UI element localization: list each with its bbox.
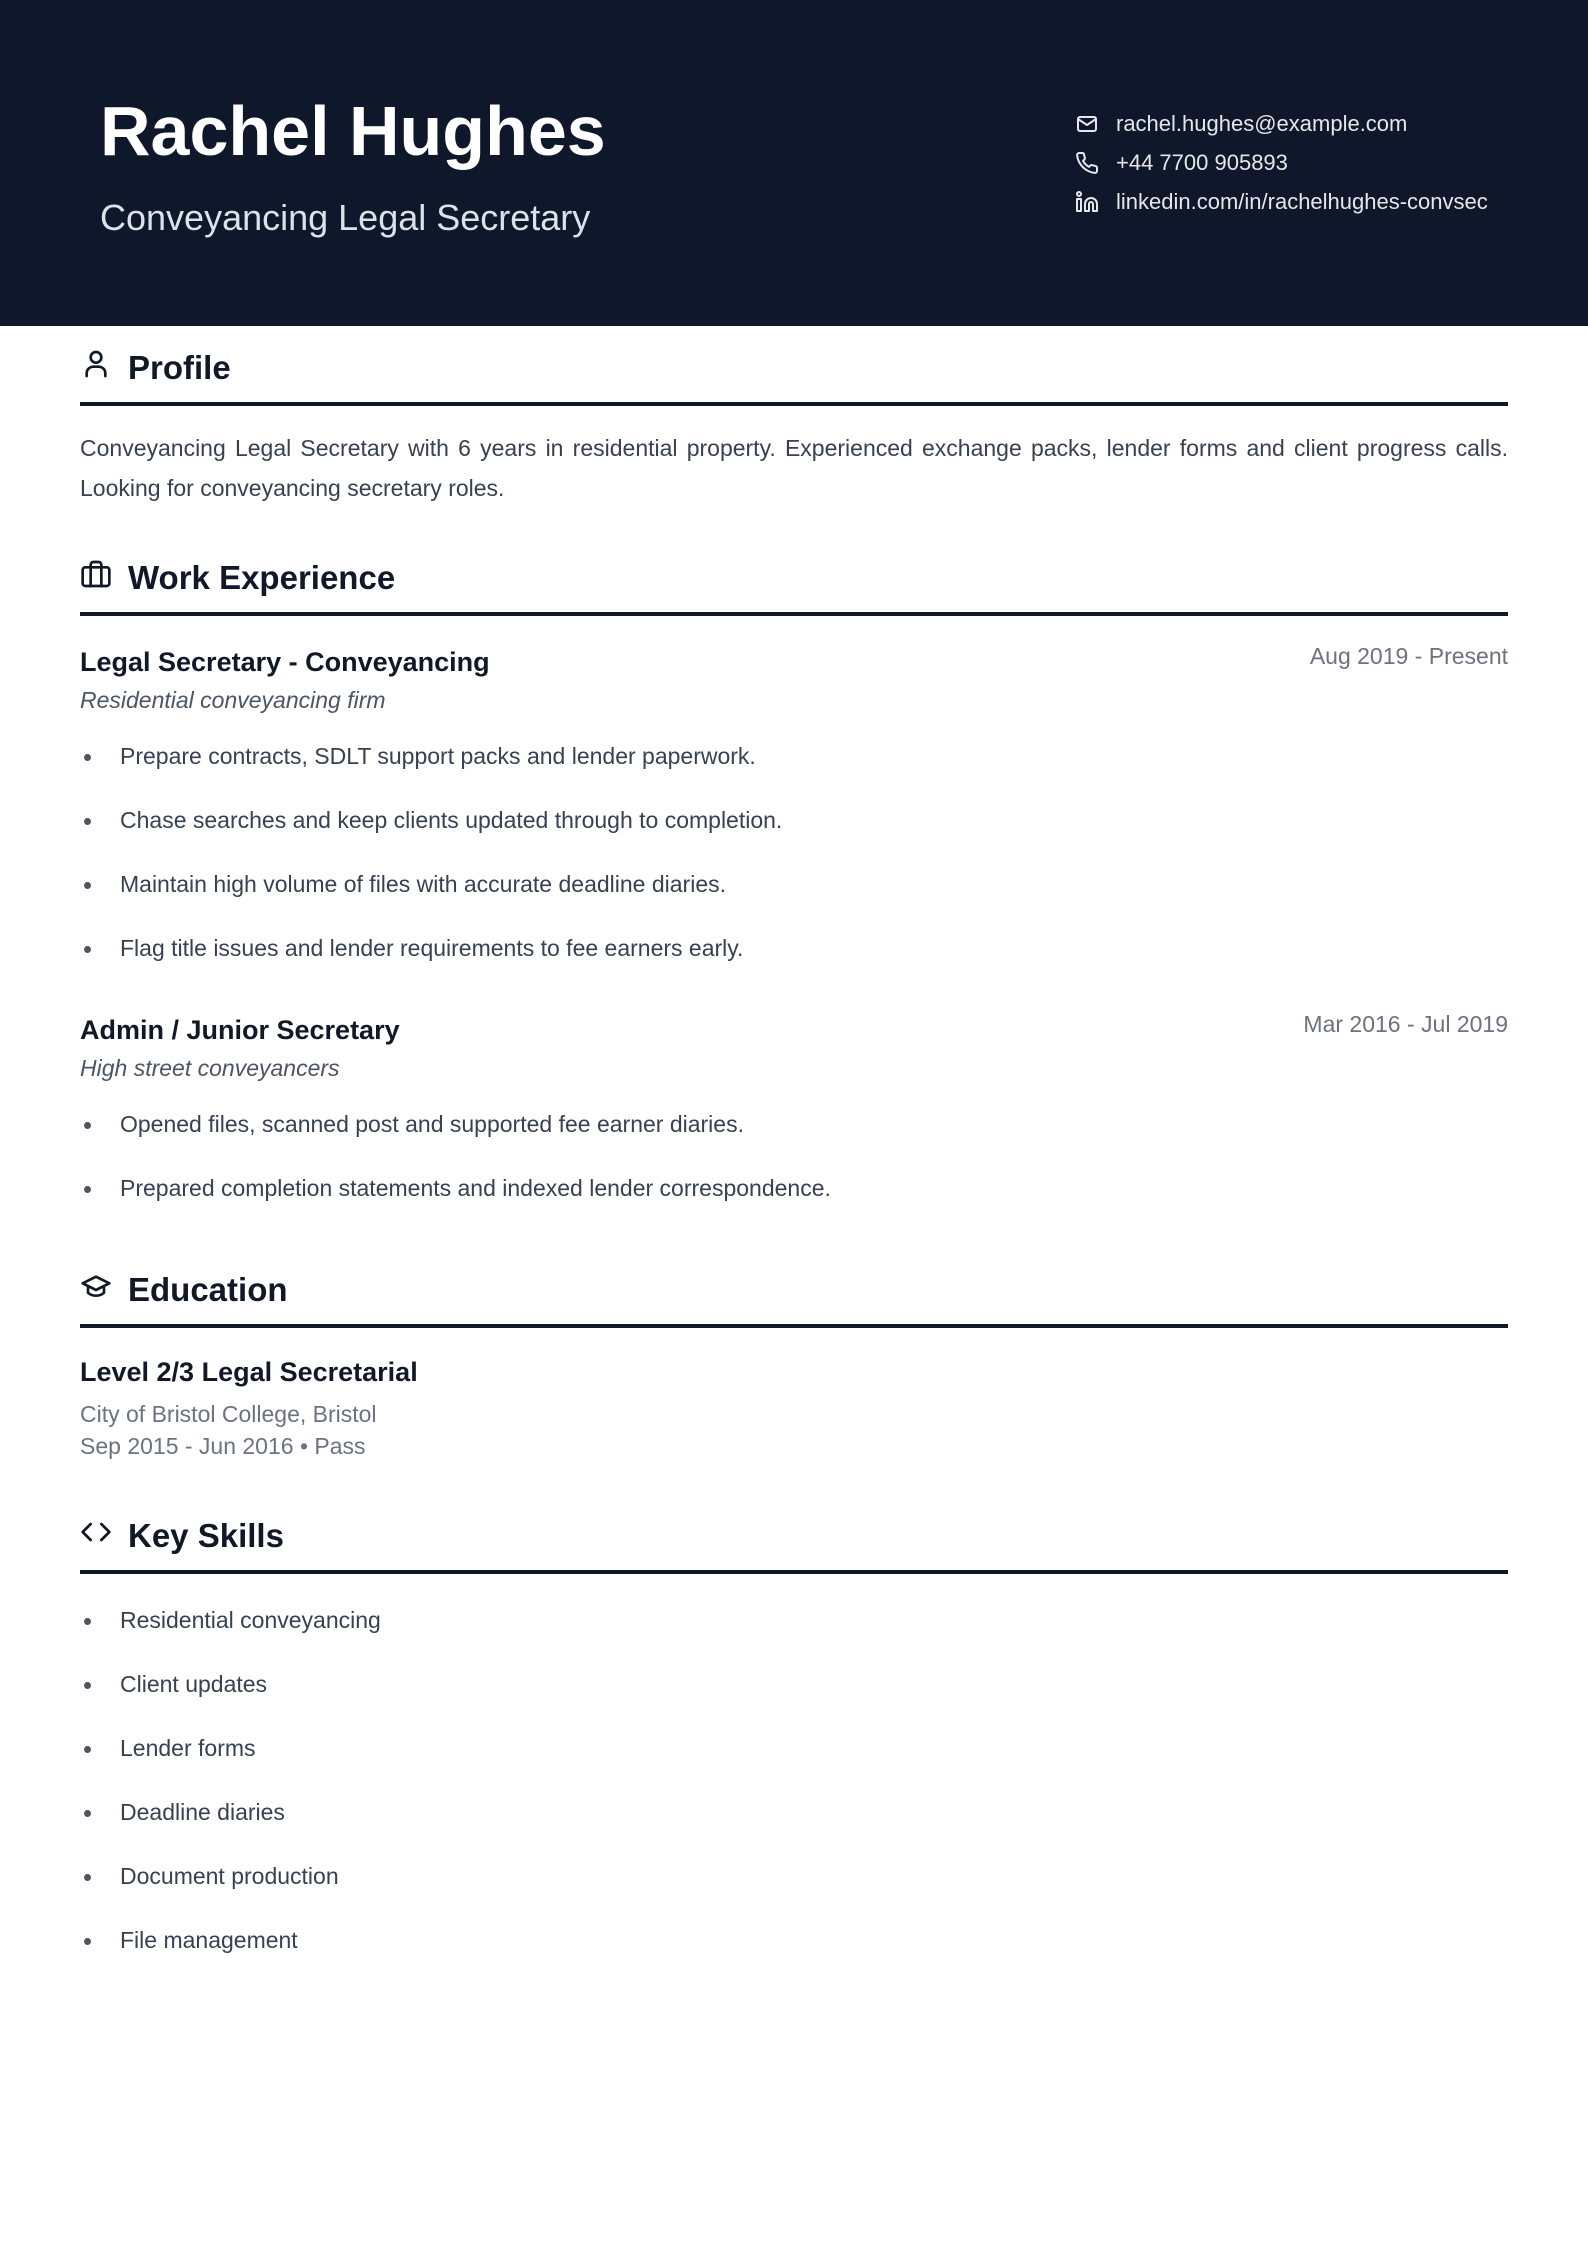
- profile-heading-text: Profile: [128, 349, 231, 386]
- education-title: Level 2/3 Legal Secretarial: [80, 1357, 418, 1387]
- code-icon: [80, 1516, 112, 1548]
- education-section: [80, 1248, 1508, 1462]
- list-item: Prepare contracts, SDLT support packs and lender paperwork.: [80, 740, 1508, 804]
- list-item: Flag title issues and lender requirements to fee earners early.: [80, 932, 1508, 996]
- contact-linkedin[interactable]: [1074, 182, 1564, 221]
- phone-icon: [1074, 150, 1100, 176]
- list-item: Chase searches and keep clients updated through to completion.: [80, 804, 1508, 868]
- education-institution: City of Bristol College, Bristol: [80, 1401, 377, 1427]
- list-item: Deadline diaries: [80, 1796, 1508, 1860]
- contact-phone[interactable]: [1074, 143, 1564, 182]
- profile-summary: Conveyancing Legal Secretary with 6 years in residential property. Experienced exchange packs, lender forms and client progress calls. Looking for conveyancing secretary roles.: [80, 435, 1508, 501]
- job-company: High street conveyancers: [80, 1055, 340, 1081]
- list-item: Residential conveyancing: [80, 1604, 1508, 1668]
- graduation-cap-icon: [80, 1270, 112, 1302]
- education-details: Sep 2015 - Jun 2016 • Pass: [80, 1433, 366, 1459]
- job-title: Admin / Junior Secretary: [80, 1015, 400, 1045]
- skills-heading-text: Key Skills: [128, 1517, 284, 1554]
- job-entry: [80, 640, 1508, 996]
- contact-email[interactable]: [1074, 104, 1564, 143]
- experience-section: [80, 536, 1508, 1236]
- contact-email-text[interactable]: rachel.hughes@example.com: [1116, 110, 1408, 136]
- list-item: Lender forms: [80, 1732, 1508, 1796]
- skills-list: [80, 1604, 1508, 1988]
- experience-heading-text: Work Experience: [128, 559, 396, 596]
- mail-icon: [1074, 111, 1100, 137]
- contact-linkedin-text[interactable]: linkedin.com/in/rachelhughes-convsec: [1116, 188, 1488, 214]
- list-item: Maintain high volume of files with accurate deadline diaries.: [80, 868, 1508, 932]
- job-header: [80, 1008, 1508, 1052]
- job-title: Legal Secretary - Conveyancing: [80, 647, 490, 677]
- resume-body: [80, 326, 1508, 1988]
- contact-phone-text[interactable]: +44 7700 905893: [1116, 149, 1288, 175]
- profile-heading: [80, 326, 1508, 406]
- candidate-name: Rachel Hughes: [100, 92, 606, 170]
- resume-header: [0, 0, 1588, 326]
- linkedin-icon: [1074, 189, 1100, 215]
- list-item: Opened files, scanned post and supported fee earner diaries.: [80, 1108, 1508, 1172]
- job-dates: Aug 2019 - Present: [1309, 643, 1508, 669]
- education-heading-text: Education: [128, 1271, 288, 1308]
- job-company: Residential conveyancing firm: [80, 687, 386, 713]
- education-heading: [80, 1248, 1508, 1328]
- profile-section: [80, 326, 1508, 508]
- briefcase-icon: [80, 558, 112, 590]
- skills-heading: [80, 1494, 1508, 1574]
- experience-heading: [80, 536, 1508, 616]
- skills-section: [80, 1494, 1508, 1988]
- job-bullets: [80, 740, 1508, 996]
- list-item: Client updates: [80, 1668, 1508, 1732]
- job-bullets: [80, 1108, 1508, 1236]
- job-entry: [80, 1008, 1508, 1236]
- list-item: File management: [80, 1924, 1508, 1988]
- candidate-title: Conveyancing Legal Secretary: [100, 197, 591, 238]
- job-header: [80, 640, 1508, 684]
- user-icon: [80, 348, 112, 380]
- list-item: Document production: [80, 1860, 1508, 1924]
- education-entry: [80, 1354, 1508, 1462]
- job-dates: Mar 2016 - Jul 2019: [1303, 1011, 1508, 1037]
- list-item: Prepared completion statements and indexed lender correspondence.: [80, 1172, 1508, 1236]
- contact-list: [1074, 104, 1564, 221]
